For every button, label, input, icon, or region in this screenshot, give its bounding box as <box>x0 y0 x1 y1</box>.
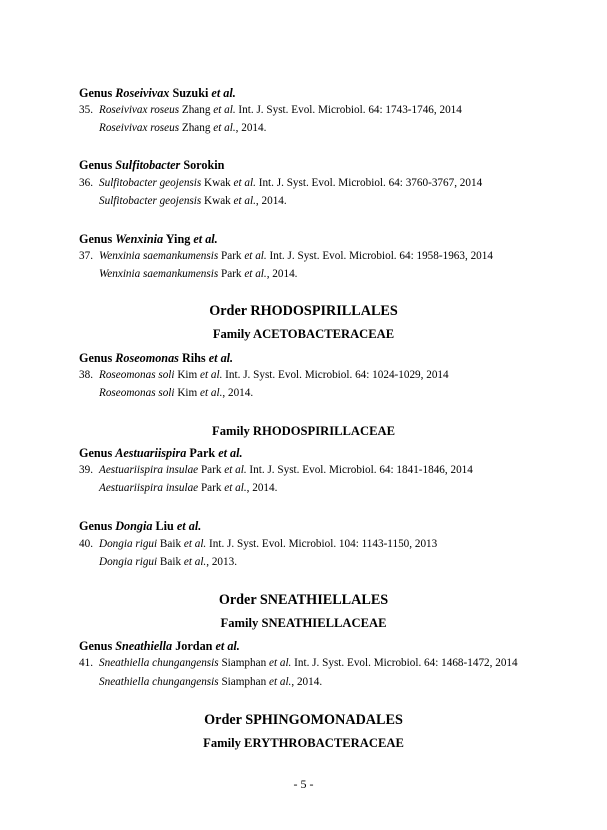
order-heading-sphingomonadales: Order SPHINGOMONADALES <box>204 712 403 728</box>
genus-heading-sneathiella: Genus Sneathiella Jordan et al. <box>79 639 240 653</box>
genus-heading-aestuariispira: Genus Aestuariispira Park et al. <box>79 446 243 460</box>
entry-41-citation: Sneathiella chungangensis Siamphan et al., 2014. <box>99 676 323 688</box>
order-heading-rhodospirillales: Order RHODOSPIRILLALES <box>209 303 398 319</box>
entry-38: 38. Roseomonas soli Kim et al. Int. J. Syst. Evol. Microbiol. 64: 1024-1029, 2014 <box>79 369 449 381</box>
genus-heading-roseomonas: Genus Roseomonas Rihs et al. <box>79 351 234 365</box>
entry-36: 36. Sulfitobacter geojensis Kwak et al. Int. J. Syst. Evol. Microbiol. 64: 3760-3767, 2014 <box>79 177 483 189</box>
entry-36-citation: Sulfitobacter geojensis Kwak et al., 2014. <box>99 195 287 207</box>
family-heading-sneathiellaceae: Family SNEATHIELLACEAE <box>220 616 387 630</box>
page-number: - 5 - <box>293 777 314 791</box>
entry-35: 35. Roseivivax roseus Zhang et al. Int. J. Syst. Evol. Microbiol. 64: 1743-1746, 2014 <box>79 104 462 116</box>
genus-heading-roseivivax: Genus Roseivivax Suzuki et al. <box>79 86 236 100</box>
entry-40: 40. Dongia rigui Baik et al. Int. J. Syst. Evol. Microbiol. 104: 1143-1150, 2013 <box>79 538 438 550</box>
genus-heading-dongia: Genus Dongia Liu et al. <box>79 519 202 533</box>
family-heading-rhodospirillaceae: Family RHODOSPIRILLACEAE <box>212 424 395 438</box>
entry-37-citation: Wenxinia saemankumensis Park et al., 2014. <box>99 268 298 280</box>
order-heading-sneathiellales: Order SNEATHIELLALES <box>218 592 389 608</box>
entry-41: 41. Sneathiella chungangensis Siamphan et al. Int. J. Syst. Evol. Microbiol. 64: 1468-1472, 2014 <box>79 657 518 669</box>
entry-37: 37. Wenxinia saemankumensis Park et al. Int. J. Syst. Evol. Microbiol. 64: 1958-1963, 2014 <box>79 250 493 262</box>
genus-heading-wenxinia: Genus Wenxinia Ying et al. <box>79 232 218 246</box>
entry-39-citation: Aestuariispira insulae Park et al., 2014. <box>99 482 278 494</box>
entry-39: 39. Aestuariispira insulae Park et al. Int. J. Syst. Evol. Microbiol. 64: 1841-1846, 2014 <box>79 464 473 476</box>
family-heading-acetobacteraceae: Family ACETOBACTERACEAE <box>212 327 395 341</box>
family-heading-erythrobacteraceae: Family ERYTHROBACTERACEAE <box>203 736 404 750</box>
entry-40-citation: Dongia rigui Baik et al., 2013. <box>99 556 237 568</box>
entry-38-citation: Roseomonas soli Kim et al., 2014. <box>99 387 254 399</box>
entry-35-citation: Roseivivax roseus Zhang et al., 2014. <box>99 122 267 134</box>
genus-heading-sulfitobacter: Genus Sulfitobacter Sorokin <box>79 158 225 172</box>
